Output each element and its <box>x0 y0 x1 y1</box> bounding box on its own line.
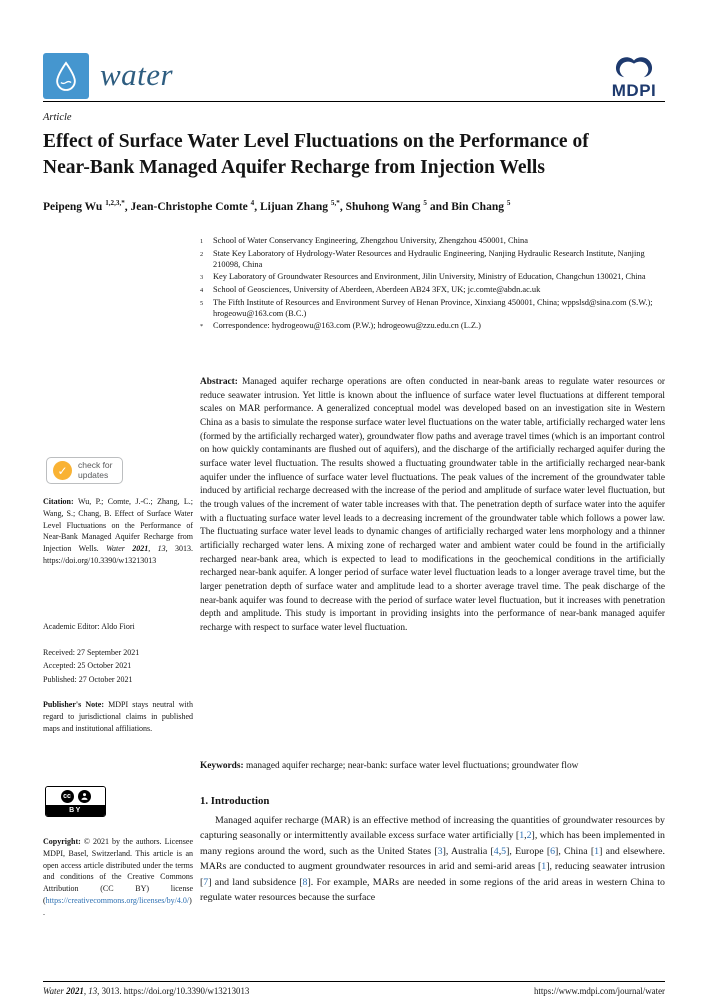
inline-link[interactable]: 1 <box>594 845 600 857</box>
affiliation-row <box>200 284 665 297</box>
keywords-label: Keywords: <box>200 761 246 771</box>
crossmark-text-line1: check for <box>78 460 113 470</box>
footer-divider <box>43 981 665 982</box>
keywords-text: managed aquifer recharge; near-bank: surface water level fluctuations; groundwater flow <box>245 761 579 771</box>
inline-link[interactable]: 5 <box>501 845 507 857</box>
crossmark-text-line2: updates <box>78 469 109 480</box>
water-logo-square <box>43 53 89 99</box>
crossmark-icon <box>53 461 72 480</box>
affiliation-text: School of Geosciences, University of Aberdeen, Aberdeen AB24 3FX, UK; jc.comte@abdn.ac.uk <box>213 284 541 294</box>
water-drop-icon <box>52 60 80 92</box>
inline-link[interactable]: 1 <box>541 861 547 873</box>
affiliation-number: 5 <box>200 299 204 307</box>
affiliation-row <box>200 297 665 320</box>
affiliation-text: School of Water Conservancy Engineering, Zhengzhou University, Zhengzhou 450001, China <box>213 236 528 245</box>
affiliation-row <box>200 320 665 333</box>
cc-letters: cc <box>63 792 71 800</box>
inline-link[interactable]: https://creativecommons.org/licenses/by/4.0/ <box>45 895 190 905</box>
affiliation-text: Key Laboratory of Groundwater Resources and Environment, Jilin University, Ministry of Education, Changchun 130021, China <box>213 272 646 282</box>
crossmark-text <box>78 461 113 480</box>
affiliation-text: State Key Laboratory of Hydrology-Water Resources and Hydraulic Engineering, Nanjing Hydraulic Research Institute, Nanjing 210098, China <box>213 248 645 270</box>
journal-name: water <box>100 56 174 92</box>
published-date: Published: 27 October 2021 <box>43 674 133 684</box>
affiliation-row <box>200 271 665 284</box>
article-type-label: Article <box>43 112 72 123</box>
inline-link[interactable]: 1 <box>519 830 525 842</box>
history-dates <box>43 646 193 686</box>
cc-icon <box>61 790 74 803</box>
abstract-text: Managed aquifer recharge operations are often conducted in near-bank areas to regulate water resources or reduce seawater intrusion. Yet little is known about the influence of surface water level fluctuations at different temporal scales on MAR performance. A generalized conceptual model was developed based on an investigation site in Western China as a basis to simulate the response surface water level fluctuations on the water table, artificially recharged water lens (formed by the artificially recharged water), groundwater flow paths and average travel times (which is an important control on how quickly contaminants are flushed out of aquifers), and the discharge of the artificially recharged aquifer during the surface water level fluctuation. The results showed a fluctuating groundwater table in the artificially recharged near-bank aquifer under the influence of surface water level fluctuations. The peak values of the increment of the groundwater table induced by artificial recharge decreased with the increase of the period and amplitude of surface water level fluctuation, but the trough values of the increment of water table increases with that. The penetration depth of surface water into the aquifer with a fluctuating surface water level leads to a decreasing increment of the groundwater table which follows a power law. The fluctuating surface water level leads to dynamic changes of artificially recharged water lens morphology and a thinner artificially recharged water lens. A mixing zone of recharged water and ambient water could be found in the artificially recharged near-bank area, which is expected to lead to modifications in the geochemical conditions in the artificially recharged near-bank aquifer. A longer period of surface water level fluctuation leads to a longer average travel time, but the larger penetration depth of surface water and amplitude lead to a shorter average travel time. The peak discharge of the near-bank aquifer was found to decrease with the period of surface water level fluctuation, but it increases with penetration depth and amplitude. This study is important in providing insights into the performance of near-bank managed aquifer recharge with respect to surface water level fluctuation. <box>200 377 665 633</box>
footer-journal-url[interactable]: https://www.mdpi.com/journal/water <box>533 986 665 996</box>
introduction-paragraph: Managed aquifer recharge (MAR) is an effective method of increasing the quantities of groundwater resources by capturing seasonally or intermittently available excess surface water artificially [1,2], which has been implemented in many regions around the word, such as the United States [3], Australia [4,5], Europe [6], China [1] and elsewhere. MARs are conducted to augment groundwater resources in arid and semi-arid areas [1], reducing seawater intrusion [7] and land subsidence [8]. For example, MARs are needed in some regions of the arid areas in western China to regulate water resources because the surface <box>200 815 666 904</box>
affiliation-row <box>200 248 665 271</box>
check-icon: ✓ <box>57 463 68 478</box>
affiliations-list <box>200 235 665 333</box>
mdpi-logo-wordmark: MDPI <box>611 81 657 100</box>
affiliation-text: The Fifth Institute of Resources and Environment Survey of Henan Province, Xinxiang 450001, China; wppslsd@sina.com (S.W.); hrogeowu@163.com (B.C.) <box>213 297 653 319</box>
inline-link[interactable]: 3 <box>437 845 443 857</box>
inline-link[interactable]: 4 <box>493 845 499 857</box>
affiliation-number: 2 <box>200 250 204 258</box>
copyright-block: Copyright: © 2021 by the authors. Licensee MDPI, Basel, Switzerland. This article is an open access article distributed under the terms and conditions of the Creative Commons Attribution (CC BY) license (https://creativecommons.org/licenses/by/4.0/). <box>43 837 193 917</box>
inline-link[interactable]: 6 <box>550 845 556 857</box>
received-date: Received: 27 September 2021 <box>43 648 140 657</box>
publisher-note: Publisher's Note: MDPI stays neutral with regard to jurisdictional claims in published maps and institutional affiliations. <box>43 700 193 733</box>
by-person-icon <box>78 790 91 803</box>
journal-logo <box>43 53 173 99</box>
mdpi-logo-icon <box>612 56 656 80</box>
footer-citation: Water 2021, 13, 3013. https://doi.org/10.3390/w13213013 <box>43 986 250 996</box>
abstract-label: Abstract: <box>200 377 242 387</box>
inline-link[interactable]: 8 <box>302 876 308 888</box>
paper-title: Effect of Surface Water Level Fluctuations on the Performance of Near-Bank Managed Aquifer Recharge from Injection Wells <box>43 131 589 178</box>
citation-block: Citation: Wu, P.; Comte, J.-C.; Zhang, L.; Wang, S.; Chang, B. Effect of Surface Water Level Fluctuations on the Performance of Near-Bank Managed Aquifer Recharge from Injection Wells. Water 2021, 13, 3013. https://doi.org/10.3390/w13213013 <box>43 497 194 565</box>
authors-line: Peipeng Wu $^{1,2,3,*}$, Jean-Christophe Comte $^4$, Lijuan Zhang $^{5,*}$, Shuhong Wang $^5$ and Bin Chang $^5$ <box>43 199 511 213</box>
abstract-block <box>200 376 665 635</box>
affiliation-number: 4 <box>200 286 204 294</box>
affiliation-row <box>200 235 665 248</box>
cc-by-label: BY <box>46 805 105 816</box>
check-for-updates-badge[interactable] <box>46 457 123 484</box>
correspondence-text: Correspondence: hydrogeowu@163.com (P.W.); hdrogeowu@zzu.edu.cn (L.Z.) <box>213 320 481 330</box>
cc-by-badge[interactable] <box>45 786 106 817</box>
section-heading-introduction: 1. Introduction <box>200 795 270 807</box>
academic-editor: Academic Editor: Aldo Fiori <box>43 622 135 631</box>
inline-link[interactable]: 2 <box>526 830 532 842</box>
mdpi-logo <box>603 56 665 101</box>
affiliation-number: 3 <box>200 274 204 282</box>
keywords-block <box>200 761 665 771</box>
affiliation-number: 1 <box>200 238 204 245</box>
accepted-date: Accepted: 25 October 2021 <box>43 661 132 671</box>
header-divider <box>43 101 665 102</box>
cc-icons-row <box>46 787 105 805</box>
correspondence-asterisk: * <box>200 322 204 330</box>
inline-link[interactable]: 7 <box>203 876 209 888</box>
